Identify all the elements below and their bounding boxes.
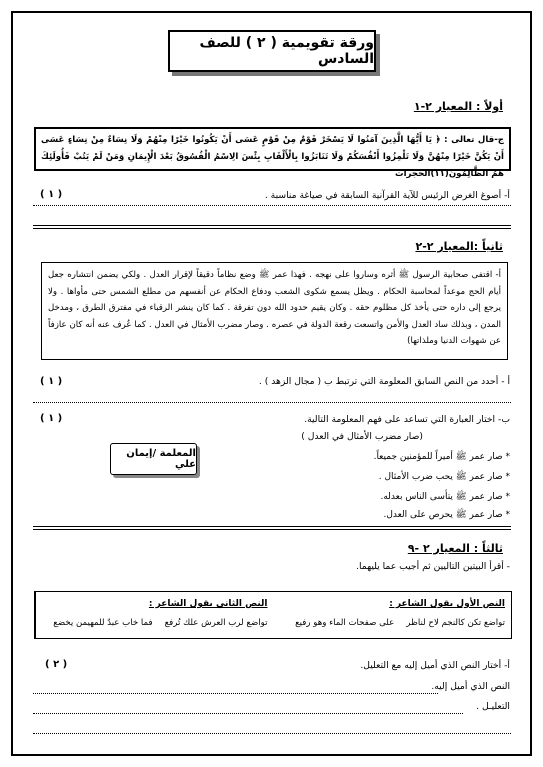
page-title: ورقة تقويمية ( ٢ ) للصف السادس	[168, 30, 376, 72]
poem1-header: النص الأول يقول الشاعر :	[389, 599, 505, 609]
poem2-cell	[35, 592, 274, 638]
poem1-hemistich1: تواضع تكن كالنجم لاح لناظر	[406, 618, 505, 628]
option-item[interactable]: * صار عمر ﷺ يحرص على العدل.	[383, 510, 510, 520]
section2-question-a: أ - أحدد من النص السابق المعلومة التي ترتبط ب ( مجال الزهد ) .	[258, 376, 510, 387]
option-item[interactable]: * صار عمر ﷺ يتأسى الناس بعدله.	[380, 492, 510, 502]
section3-instruction: - أقرأ البيتين التاليين ثم أجيب عما يليهما.	[356, 561, 510, 572]
answer-label-reason: التعليـل .	[476, 701, 510, 712]
section2-question-b: ب- اختار العبارة التي تساعد على فهم المعلومة التالية.	[304, 414, 510, 425]
section3-question: أ- أختار النص الذي أميل إليه مع التعليل.	[360, 660, 510, 671]
section2-header: ثانياً :المعيار ٢-٢	[415, 240, 503, 253]
answer-label-choice: النص الذي أميل إليه.	[431, 681, 510, 692]
poem1-verse	[295, 618, 505, 628]
answer-line[interactable]	[33, 733, 511, 734]
poem2-verse	[53, 618, 267, 628]
answer-line	[33, 205, 511, 206]
poems-table	[34, 591, 512, 639]
option-item[interactable]: * صار عمر ﷺ يحب ضرب الأمثال .	[378, 472, 510, 482]
teacher-stamp: المعلمة /إيمان علي	[110, 443, 197, 475]
poem2-header: النص الثاني يقول الشاعر :	[148, 599, 268, 609]
answer-line	[33, 402, 511, 403]
poem1-cell	[274, 592, 512, 638]
section-divider	[33, 526, 511, 530]
answer-line-reason[interactable]	[33, 713, 463, 714]
reading-passage: أ- اقتفى صحابية الرسول ﷺ أثره وساروا على نهجه . فهذا عمر ﷺ وضع نظاماً دقيقاً لإقرار العدل . ولكي يضمن انتشاره جعل أيام الحج موعداً لمحاسبة الحكام . ويظل يسمع شكوى الشعب ودفاع الحكام عن أنفسهم من مطلع الشمس حتى مأواها . ولا يرجع إلى داره حتى يأخذ كل مظلوم حقه . وكان يقيم حدود الله دون تفرقة . كما كان ينشر الرقباء في مفترق الطرق ، ومدخل المدن ، وبذلك ساد العدل والأمن واتسعت رقعة الدولة في عصره . وصار مضرب الأمثال في العدل . كما عُرف عنه أنه كان عازفاً عن شهوات الدنيا وملذاتها)	[41, 262, 508, 360]
option-item[interactable]: * صار عمر ﷺ أميراً للمؤمنين جميعاً.	[373, 452, 510, 462]
quran-verse-box: ج-قال تعالى : ﴿ يَا أَيُّهَا الَّذِينَ آمَنُوا لَا يَسْخَرْ قَوْمٌ مِنْ قَوْمٍ عَسَى أَنْ يَكُونُوا خَيْرًا مِنْهُمْ وَلَا نِسَاءٌ مِنْ نِسَاءٍ عَسَى أَنْ يَكُنَّ خَيْرًا مِنْهُنَّ وَلَا تَلْمِزُوا أَنْفُسَكُمْ وَلَا تَنَابَزُوا بِالْأَلْقَابِ بِئْسَ الِاسْمُ الْفُسُوقُ بَعْدَ الْإِيمَانِ وَمَنْ لَمْ يَتُبْ فَأُولَئِكَ هُمُ الظَّالِمُونَ(١١)الحجرات	[34, 127, 511, 171]
poem1-hemistich2: على صفحات الماء وهو رفيع	[295, 618, 395, 628]
section1-header: أولاً : المعيار ٢-١	[413, 100, 503, 113]
section3-header: ثالثاً : المعيار ٢ -٩	[407, 542, 503, 555]
answer-line-choice[interactable]	[33, 693, 438, 694]
section-divider	[33, 225, 511, 229]
section1-mark: ( ١ )	[40, 189, 63, 200]
poem2-hemistich2: فما خاب عبدٌ للمهيمن يخضع	[53, 618, 153, 628]
section2-mark-b: ( ١ )	[40, 413, 63, 424]
section1-question: أ- أصوغ الغرض الرئيس للآية القرآنية السابقة في صياغة مناسبة .	[264, 190, 510, 201]
poem2-hemistich1: تواضع لرب العرش علك تُرفع	[164, 618, 268, 628]
section3-mark: ( ٢ )	[45, 659, 68, 670]
section2-mark-a: ( ١ )	[40, 376, 63, 387]
info-statement: (صار مضرب الأمثال في العدل )	[301, 431, 423, 442]
